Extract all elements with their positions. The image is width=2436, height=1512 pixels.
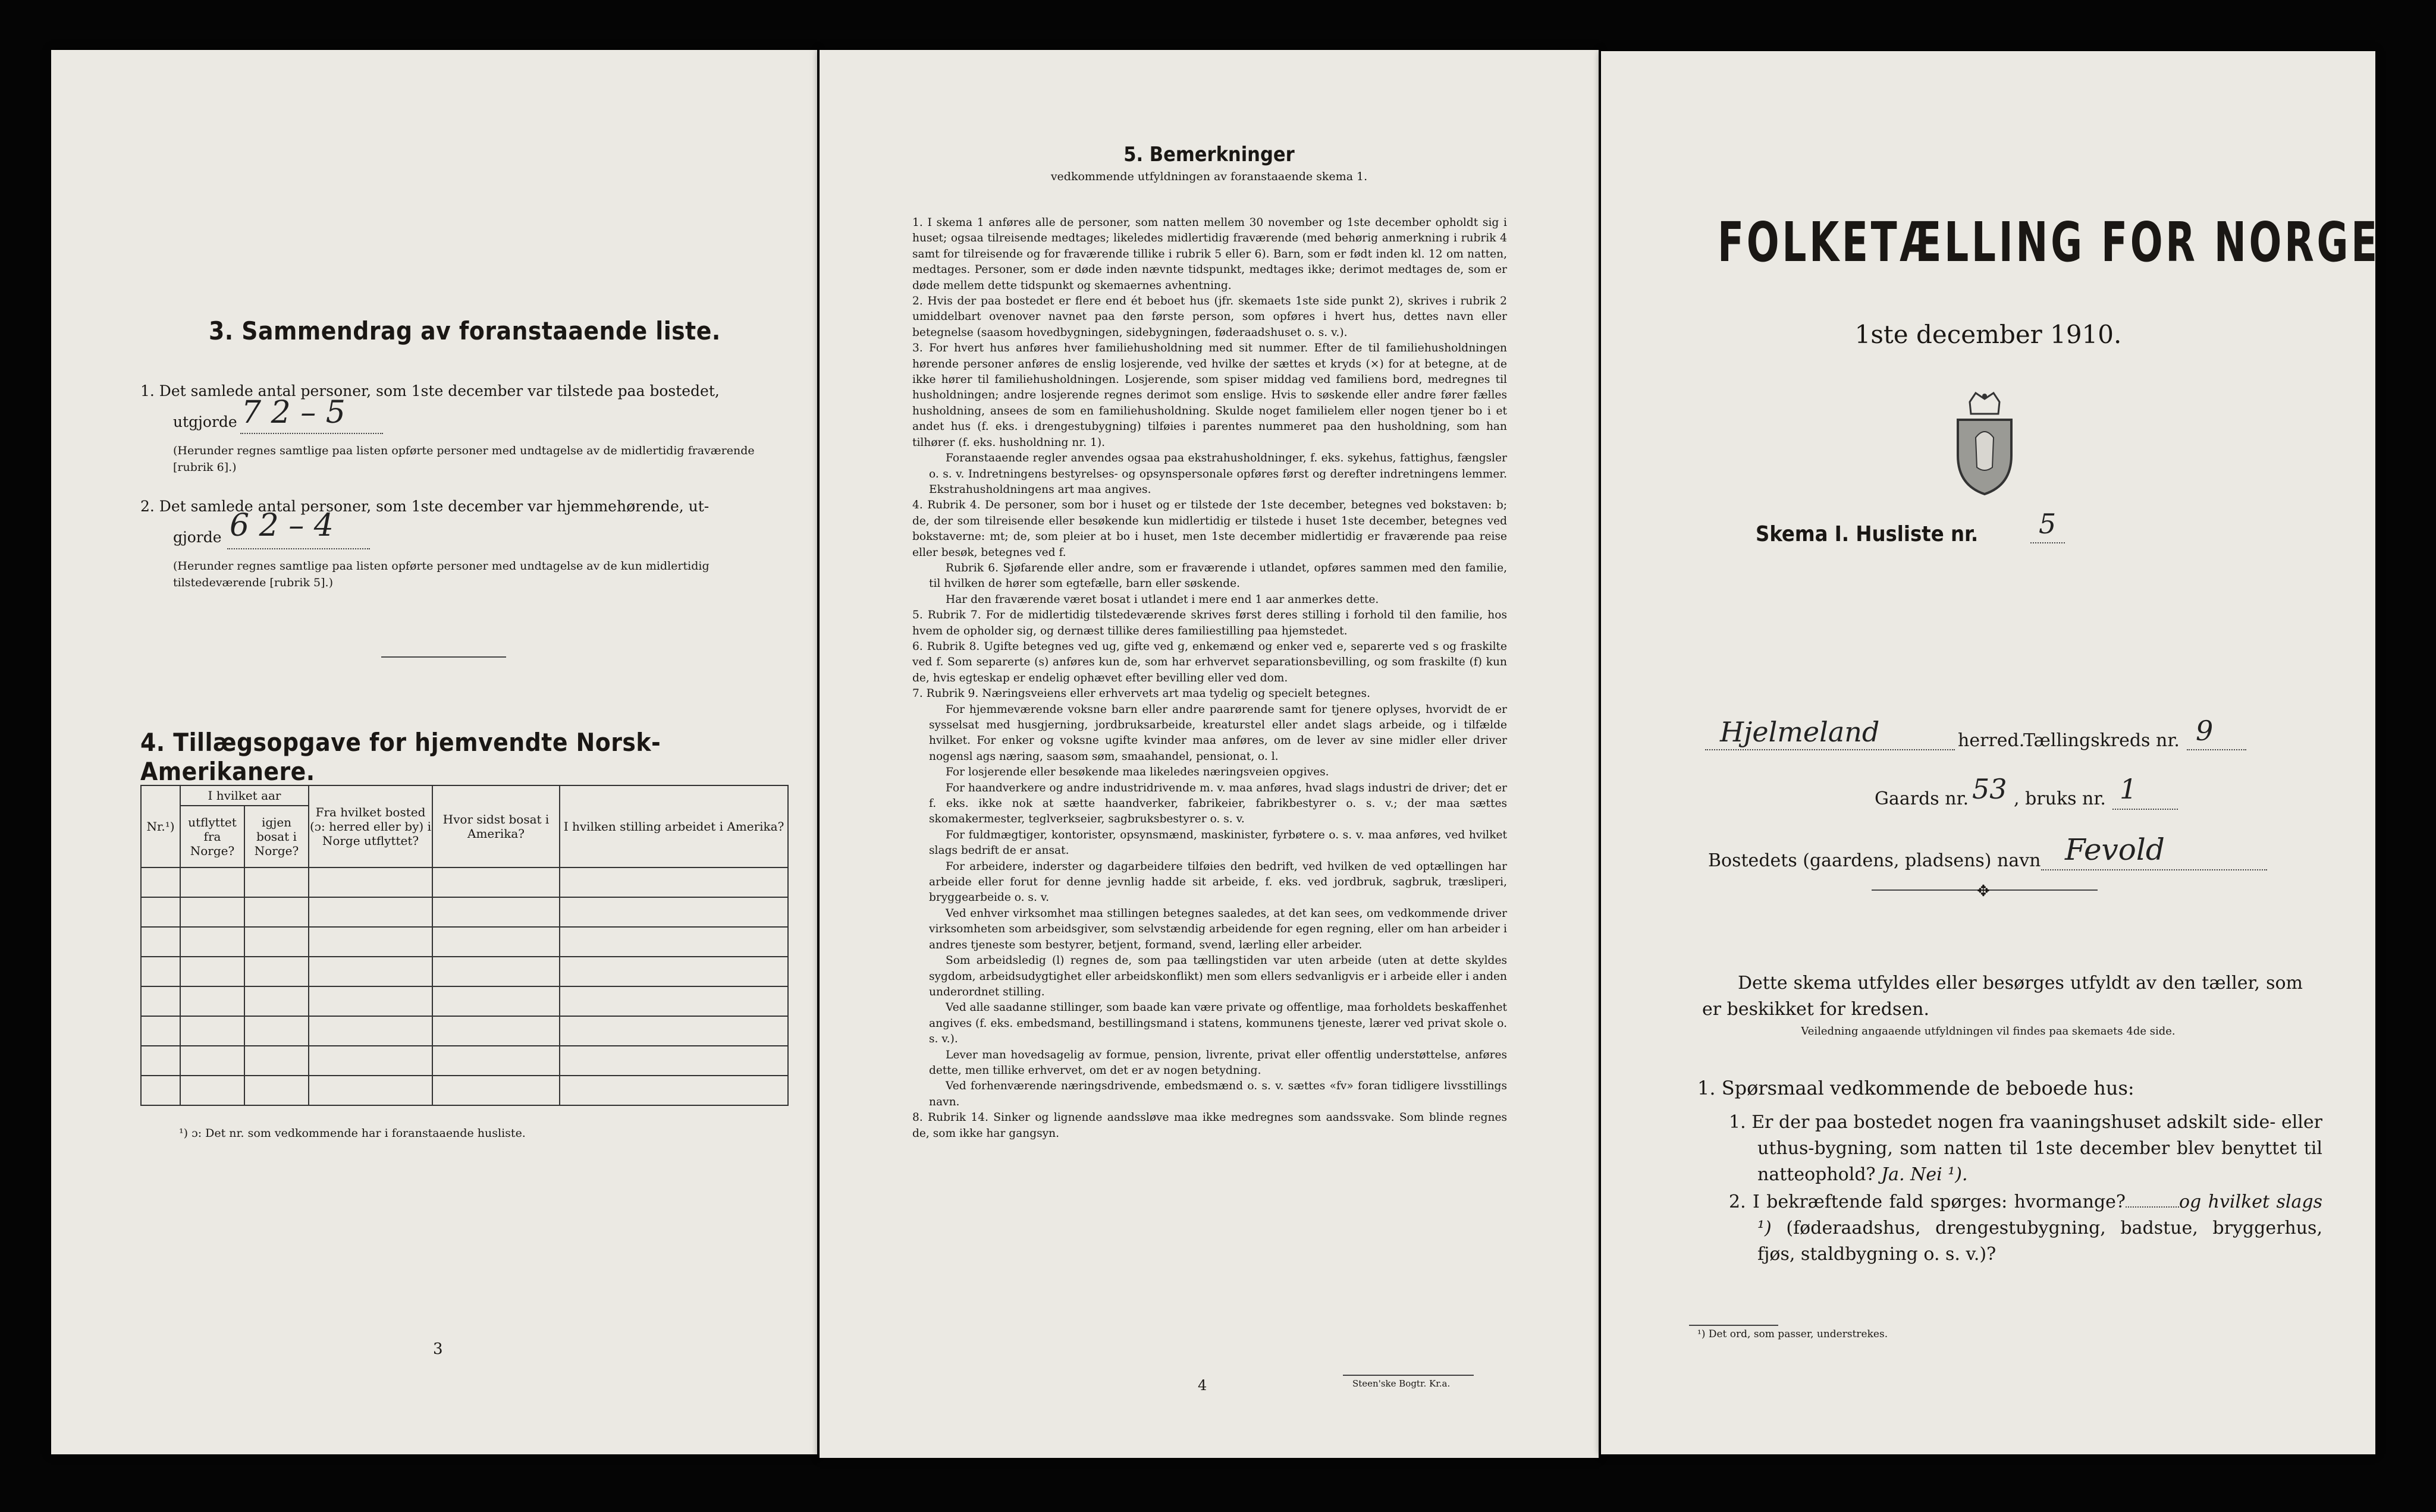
norsk-amerikanere-table bbox=[140, 785, 789, 1106]
summary-item-2-line bbox=[227, 548, 370, 549]
printer-line bbox=[1343, 1375, 1474, 1376]
remark-paragraph: Lever man hovedsagelig av formue, pension, livrente, privat eller offentlig understøttelse, anføres dette, men tillike erhvervet, om det er av nogen betydning. bbox=[929, 1048, 1507, 1077]
table-row bbox=[141, 867, 788, 897]
kreds-line bbox=[2187, 749, 2246, 750]
bruks-value: 1 bbox=[2120, 773, 2137, 805]
page-footnote: ¹) Det ord, som passer, understrekes. bbox=[1697, 1328, 1888, 1340]
remark-paragraph: Som arbeidsledig (l) regnes de, som paa tællingstiden var uten arbeide (uten at dette skyldes sygdom, arbeidsudygtighet eller arbeidskonflikt) men som ellers sedvanligvis er i arbeide eller i anden underordnet stilling. bbox=[929, 954, 1507, 998]
kreds-label: Tællingskreds nr. bbox=[2023, 730, 2180, 751]
bosted-label: Bostedets (gaardens, pladsens) navn bbox=[1708, 850, 2041, 871]
page-number: 4 bbox=[1198, 1377, 1207, 1394]
q2-blank bbox=[2126, 1206, 2179, 1208]
remark-paragraph: Ved enhver virksomhet maa stillingen betegnes saaledes, at det kan sees, om vedkommende driver virksomheten som arbeidsgiver, som selvstændig arbeidende for egen regning, eller om han arbeider i andres tjeneste som bestyrer, betjent, formand, svend, lærling eller arbeider. bbox=[929, 907, 1507, 951]
remark-paragraph: 7. Rubrik 9. Næringsveiens eller erhvervets art maa tydelig og specielt betegnes. bbox=[912, 687, 1370, 700]
remark-paragraph: 4. Rubrik 4. De personer, som bor i huset og er tilstede der 1ste december, betegnes ved bokstaven: b; de, der som tilreisende eller besøkende kun midlertidig er tilstede i huset 1ste december, betegnes ved bokstaverne: mt; de, som pleier at bo i huset, men 1ste december midlertidig er fraværende paa reise eller besøk, betegnes ved f. bbox=[912, 499, 1507, 559]
bosted-value: Fevold bbox=[2065, 832, 2165, 867]
bruks-label: , bruks nr. bbox=[2014, 788, 2106, 809]
husliste-line bbox=[2030, 542, 2065, 543]
kreds-value: 9 bbox=[2196, 715, 2214, 747]
page-number: 3 bbox=[433, 1340, 443, 1358]
table-footnote: ¹) ɔ: Det nr. som vedkommende har i foranstaaende husliste. bbox=[179, 1127, 526, 1140]
coat-of-arms-icon bbox=[1946, 390, 2023, 491]
table-row bbox=[141, 1016, 788, 1046]
table-row bbox=[141, 927, 788, 957]
col-igjen-bosat: igjen bosat i Norge? bbox=[244, 806, 309, 867]
section-5-subtitle: vedkommende utfyldningen av foranstaaende skema 1. bbox=[1050, 170, 1368, 183]
divider bbox=[381, 656, 506, 658]
questions-header: 1. Spørsmaal vedkommende de beboede hus: bbox=[1697, 1077, 2134, 1099]
remark-paragraph: Har den fraværende været bosat i utlandet i mere end 1 aar anmerkes dette. bbox=[946, 593, 1379, 606]
section-4-title: 4. Tillægsopgave for hjemvendte Norsk-Amerikanere. bbox=[140, 728, 661, 786]
remark-paragraph: Ved forhenværende næringsdrivende, embedsmænd o. s. v. sættes «fv» foran tidligere livsstillings navn. bbox=[929, 1080, 1507, 1108]
table-row bbox=[141, 897, 788, 927]
table-row bbox=[141, 986, 788, 1016]
bruks-line bbox=[2112, 809, 2178, 810]
section-5-title: 5. Bemerkninger bbox=[1123, 143, 1295, 166]
bosted-line bbox=[2041, 869, 2267, 870]
summary-item-1-note: (Herunder regnes samtlige paa listen opførte personer med undtagelse av de midlertidig fraværende [rubrik 6].) bbox=[173, 444, 755, 474]
page-title: FOLKETÆLLING FOR NORGE bbox=[1718, 210, 2380, 274]
remark-paragraph: For hjemmeværende voksne barn eller andre paarørende samt for tjenere oplyses, hvorvidt de er sysselsat med husgjerning, jordbruksarbeide, kreaturstel eller andet slags arbeide, og i tilfælde hvilket. For enker og voksne ugifte kvinder maa anføres, om de lever av sine midler eller driver nogensl ags næring, saasom søm, smaahandel, pensionat, o. l. bbox=[929, 703, 1507, 763]
remark-paragraph: Foranstaaende regler anvendes ogsaa paa ekstrahusholdninger, f. eks. sykehus, fattighus, fængsler o. s. v. Indretningens bestyrelses- og opsynspersonale opføres først og derefter indretningens lemmer. Ekstrahusholdningens art maa angives. bbox=[929, 452, 1507, 496]
remark-paragraph: For haandverkere og andre industridrivende m. v. maa anføres, hvad slags industri de driver; det er f. eks. ikke nok at sætte haandverker, fabrikeier, fabrikbestyrer o. s. v.; der maa sættes skomakermester, teglverkseier, sagbruksbestyrer o. s. v. bbox=[929, 781, 1507, 826]
summary-item-1-utgjorde: utgjorde bbox=[173, 413, 237, 430]
remark-paragraph: 5. Rubrik 7. For de midlertidig tilstedeværende skrives først deres stilling i forhold til den familie, hos hvem de opholder sig, og dernæst tillike deres familiestilling paa hjemstedet. bbox=[912, 609, 1507, 637]
gaards-label: Gaards nr. bbox=[1875, 788, 1969, 809]
guidance-text: Veiledning angaaende utfyldningen vil findes paa skemaets 4de side. bbox=[1801, 1025, 2176, 1038]
census-date: 1ste december 1910. bbox=[1854, 320, 2122, 349]
summary-item-2-value: 6 2 – 4 bbox=[230, 508, 334, 543]
remark-paragraph: 1. I skema 1 anføres alle de personer, som natten mellem 30 november og 1ste december opholdt sig i huset; ogsaa tilreisende medtages; likeledes midlertidig fraværende (med behørig anmerkning i rubrik 4 samt for tilreisende og for fraværende tillike i rubrik 5 eller 6). Barn, som er født inden kl. 12 om natten, medtages. Personer, som er døde inden nævnte tidspunkt, medtages ikke; derimot medtages de, som er døde mellem dette tidspunkt og skemaernes avhentning. bbox=[912, 216, 1507, 292]
col-nr: Nr.¹) bbox=[141, 785, 180, 867]
gaards-value: 53 bbox=[1972, 773, 2007, 805]
printer-imprint: Steen'ske Bogtr. Kr.a. bbox=[1352, 1378, 1451, 1389]
col-stilling: I hvilken stilling arbeidet i Amerika? bbox=[560, 785, 788, 867]
summary-item-2-note: (Herunder regnes samtlige paa listen opførte personer med undtagelse av de kun midlertidig tilstedeværende [rubrik 5].) bbox=[173, 559, 710, 589]
herred-label: herred. bbox=[1958, 730, 2025, 751]
remark-paragraph: For losjerende eller besøkende maa likeledes næringsveien opgives. bbox=[946, 766, 1329, 779]
remark-paragraph: 8. Rubrik 14. Sinker og lignende aandssløve maa ikke medregnes som aandssvake. Som blinde regnes de, som ikke har gangsyn. bbox=[912, 1111, 1507, 1140]
section-3-title: 3. Sammendrag av foranstaaende liste. bbox=[209, 316, 721, 345]
question-2: 2. I bekræftende fald spørges: hvormange? og hvilket slags ¹) (føderaadshus, drengestubygning, badstue, bryggerhus, fjøs, staldbygning o. s. v.)? bbox=[1729, 1192, 2322, 1265]
table-row bbox=[141, 1076, 788, 1105]
remark-paragraph: Rubrik 6. Sjøfarende eller andre, som er fraværende i utlandet, opføres sammen med den familie, til hvilken de hører som egtefælle, barn eller søskende. bbox=[929, 561, 1507, 590]
skema-label: Skema I. Husliste nr. bbox=[1756, 522, 1979, 546]
col-utflyttet: utflyttet fra Norge? bbox=[180, 806, 244, 867]
col-bosted: Fra hvilket bosted (ɔ: herred eller by) i Norge utflyttet? bbox=[309, 785, 432, 867]
remarks-list bbox=[912, 215, 1507, 1142]
remark-paragraph: 6. Rubrik 8. Ugifte betegnes ved ug, gifte ved g, enkemænd og enker ved e, separerte ved s og fraskilte ved f. Som separerte (s) anføres kun de, som har erhvervet separationsbevilling, og som fraskilte (f) kun de, hvis egteskap er endelig ophævet efter bevilling eller ved dom. bbox=[912, 640, 1507, 684]
right-page bbox=[1601, 51, 2380, 1454]
remark-paragraph: Ved alle saadanne stillinger, som baade kan være private og offentlige, maa forholdets beskaffenhet angives (f. eks. embedsmand, bestillingsmand i statens, kommunens tjeneste, lærer ved privat skole o. s. v.). bbox=[929, 1001, 1507, 1046]
instruction-text: Dette skema utfyldes eller besørges utfyldt av den tæller, som er beskikket for kredsen. bbox=[1702, 973, 2303, 1020]
remark-paragraph: 3. For hvert hus anføres hver familiehusholdning med sit nummer. Efter de til familiehusholdningen hørende personer anføres de enslig losjerende, ved hvilke der sættes et kryds (×) for at betegne, at de ikke hører til familiehusholdningen. Losjerende, som spiser middag ved familiens bord, medregnes til husholdningen; andre losjerende regnes derimot som enslige. Hvis to søskende eller andre fører fælles husholdning, ansees de som en familiehusholdning. Skulde noget familielem eller nogen tjener bo i et andet hus (f. eks. i drengestubygning) tilføies i parentes nummeret paa den husholdning, som han tilhører (f. eks. husholdning nr. 1). bbox=[912, 342, 1507, 449]
middle-page bbox=[820, 50, 1599, 1458]
footnote-divider bbox=[1689, 1325, 1778, 1326]
summary-item-1: 1. Det samlede antal personer, som 1ste december var tilstede paa bostedet, bbox=[140, 382, 720, 400]
remark-paragraph: For arbeidere, inderster og dagarbeidere tilføies den bedrift, ved hvilken de ved optællingen har arbeide eller forut for denne jevnlig hadde sit arbeide, f. eks. ved jordbruk, sagbruk, træsliperi, bryggearbeide o. s. v. bbox=[929, 860, 1507, 904]
table-row bbox=[141, 1046, 788, 1076]
husliste-number: 5 bbox=[2039, 508, 2057, 540]
left-page bbox=[51, 50, 817, 1454]
remark-paragraph: 2. Hvis der paa bostedet er flere end ét beboet hus (jfr. skemaets 1ste side punkt 2), skrives i rubrik 2 umiddelbart ovenover navnet paa den første person, som opføres i hvert hus, dettes navn eller betegnelse (saasom hovedbygningen, sidebygningen, føderaadshuset o. s. v.). bbox=[912, 295, 1507, 339]
summary-item-2-gjorde: gjorde bbox=[173, 529, 222, 546]
summary-item-1-line bbox=[240, 433, 383, 434]
herred-line bbox=[1705, 749, 1955, 750]
summary-item-2: 2. Det samlede antal personer, som 1ste december var hjemmehørende, ut- bbox=[140, 498, 710, 515]
question-1-answer: Ja. Nei ¹). bbox=[1881, 1164, 1968, 1185]
herred-value: Hjelmeland bbox=[1720, 716, 1880, 748]
remark-paragraph: For fuldmægtiger, kontorister, opsynsmænd, maskinister, fyrbøtere o. s. v. maa anføres, ved hvilket slags bedrift de er ansat. bbox=[929, 828, 1507, 857]
summary-item-1-value: 7 2 – 5 bbox=[241, 395, 346, 430]
table-row bbox=[141, 957, 788, 986]
question-1: 1. Er der paa bostedet nogen fra vaaningshuset adskilt side- eller uthus-bygning, som natten til 1ste december blev benyttet til natteophold? Ja. Nei ¹). bbox=[1729, 1112, 2322, 1185]
col-sidst-bosat: Hvor sidst bosat i Amerika? bbox=[432, 785, 560, 867]
col-group-aar: I hvilket aar bbox=[180, 785, 309, 806]
ornament-icon: ✥ bbox=[1977, 882, 1990, 900]
